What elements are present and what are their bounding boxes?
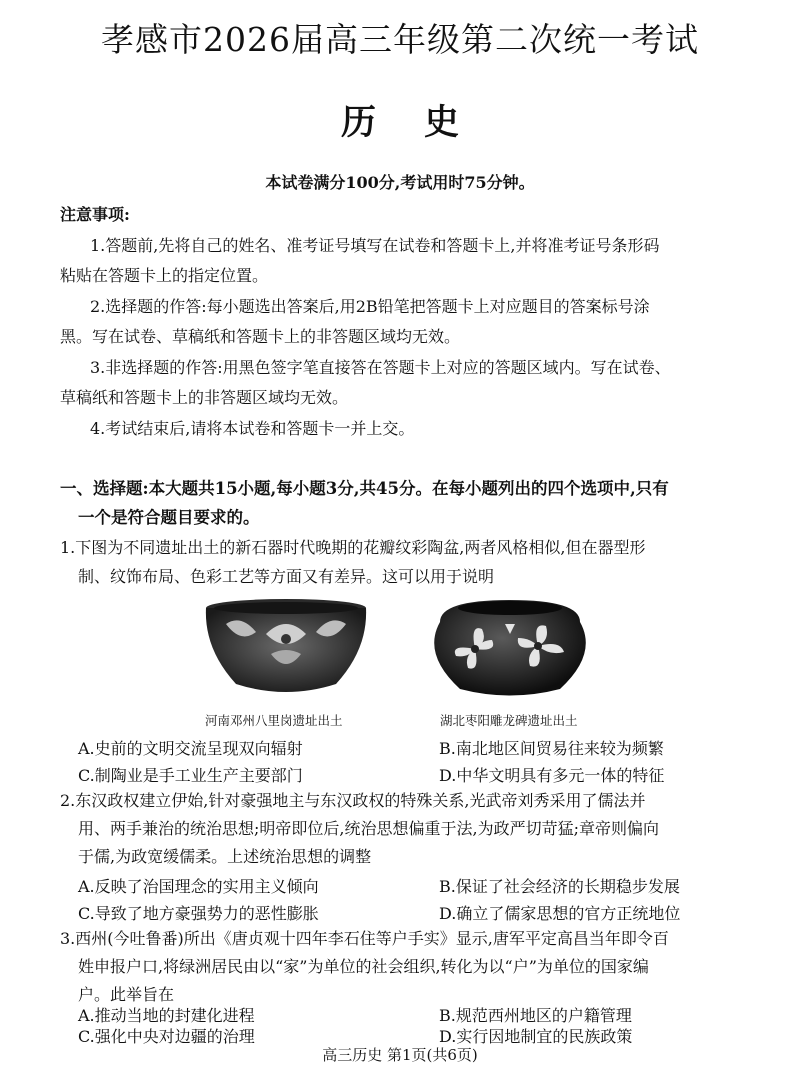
notice-line: 1.答题前,先将自己的姓名、准考证号填写在试卷和答题卡上,并将准考证号条形码 (90, 236, 660, 255)
pottery-basin-image-1 (196, 594, 376, 704)
q2-option-c: C.导致了地方豪强势力的恶性膨胀 (78, 904, 319, 923)
q1-option-c: C.制陶业是手工业生产主要部门 (78, 766, 303, 785)
q1-option-b: B.南北地区间贸易往来较为频繁 (439, 739, 664, 758)
subject-title: 历史 (340, 102, 507, 143)
q2-option-b: B.保证了社会经济的长期稳步发展 (439, 877, 680, 896)
notice-line: 4.考试结束后,请将本试卷和答题卡一并上交。 (90, 419, 415, 438)
notice-heading: 注意事项: (60, 205, 130, 224)
question-3-text: 姓申报户口,将绿洲居民由以“家”为单位的社会组织,转化为以“户”为单位的国家编 (78, 957, 649, 976)
q3-option-c: C.强化中央对边疆的治理 (78, 1027, 255, 1046)
section-heading: 一个是符合题目要求的。 (78, 508, 260, 527)
question-2-text: 于儒,为政宽缓儒柔。上述统治思想的调整 (78, 847, 372, 866)
image-caption-1: 河南邓州八里岗遗址出土 (205, 713, 343, 728)
image-caption-2: 湖北枣阳雕龙碑遗址出土 (440, 713, 578, 728)
question-3-text: 户。此举旨在 (78, 985, 175, 1004)
q1-option-a: A.史前的文明交流呈现双向辐射 (78, 739, 303, 758)
question-2-text: 用、两手兼治的统治思想;明帝即位后,统治思想偏重于法,为政严切苛猛;章帝则偏向 (78, 819, 659, 838)
page-footer: 高三历史 第1页(共6页) (322, 1046, 478, 1064)
score-line: 本试卷满分100分,考试用时75分钟。 (265, 173, 535, 192)
q3-option-b: B.规范西州地区的户籍管理 (439, 1006, 632, 1025)
pottery-basin-image-2 (420, 594, 600, 704)
q2-option-d: D.确立了儒家思想的官方正统地位 (439, 904, 681, 923)
notice-line: 3.非选择题的作答:用黑色签字笔直接答在答题卡上对应的答题区域内。写在试卷、 (90, 358, 671, 377)
q1-option-d: D.中华文明具有多元一体的特征 (439, 766, 665, 785)
q3-option-a: A.推动当地的封建化进程 (78, 1006, 255, 1025)
notice-line: 粘贴在答题卡上的指定位置。 (60, 266, 269, 285)
notice-line: 草稿纸和答题卡上的非答题区域均无效。 (60, 388, 349, 407)
question-1-text: 1.下图为不同遗址出土的新石器时代晚期的花瓣纹彩陶盆,两者风格相似,但在器型形 (60, 538, 646, 557)
section-heading: 一、选择题:本大题共15小题,每小题3分,共45分。在每小题列出的四个选项中,只有 (60, 479, 669, 498)
q3-option-d: D.实行因地制宜的民族政策 (439, 1027, 633, 1046)
question-1-text: 制、纹饰布局、色彩工艺等方面又有差异。这可以用于说明 (78, 567, 495, 586)
exam-title: 孝感市2026届高三年级第二次统一考试 (101, 20, 699, 59)
notice-line: 黑。写在试卷、草稿纸和答题卡上的非答题区域均无效。 (60, 327, 461, 346)
question-2-text: 2.东汉政权建立伊始,针对豪强地主与东汉政权的特殊关系,光武帝刘秀采用了儒法并 (60, 791, 646, 810)
q2-option-a: A.反映了治国理念的实用主义倾向 (78, 877, 319, 896)
notice-line: 2.选择题的作答:每小题选出答案后,用2B铅笔把答题卡上对应题目的答案标号涂 (90, 297, 650, 316)
question-3-text: 3.西州(今吐鲁番)所出《唐贞观十四年李石住等户手实》显示,唐军平定高昌当年即令百 (60, 929, 669, 948)
